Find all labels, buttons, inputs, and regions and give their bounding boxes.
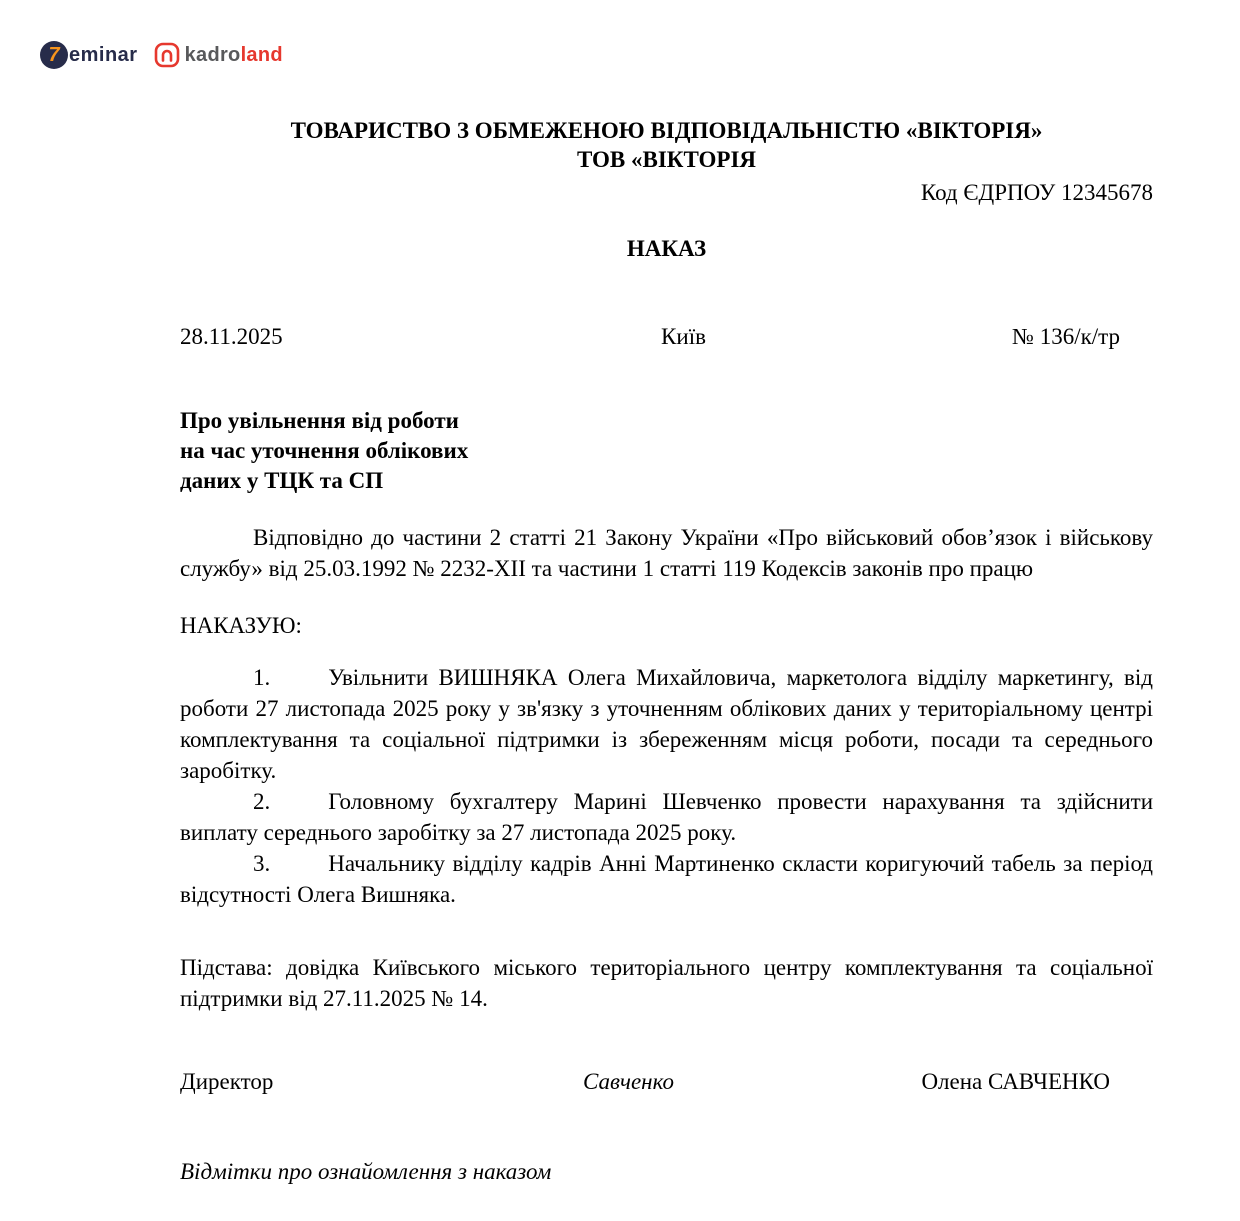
order-item-2	[180, 786, 1153, 848]
company-name-short: ТОВ «ВІКТОРІЯ	[576, 147, 757, 172]
subject-line-3: даних у ТЦК та СП	[180, 468, 384, 493]
seminar-logo-digit: 7	[48, 44, 60, 66]
signature-facsimile: Савченко	[583, 1069, 674, 1094]
order-word: НАКАЗУЮ:	[180, 613, 302, 638]
subject-line-1: Про увільнення від роботи	[180, 408, 459, 433]
order-item-3-text: Начальнику відділу кадрів Анні Мартиненко скласти коригуючий табель за період відсутності Олега Вишняка.	[180, 851, 1153, 907]
subject-line-2: на час уточнення облікових	[180, 438, 469, 463]
order-item-3	[180, 848, 1153, 910]
document-title: НАКАЗ	[626, 236, 707, 261]
document-city: Київ	[661, 324, 706, 349]
seminar-logo-text: eminar	[69, 43, 138, 66]
kadroland-logo-text-land: land	[240, 43, 283, 66]
document-body	[180, 0, 1153, 1187]
document-number: № 136/к/тр	[1012, 324, 1120, 349]
order-item-2-text: Головному бухгалтеру Марині Шевченко провести нарахування та здійснити виплату середнього заробітку за 27 листопада 2025 року.	[180, 789, 1153, 845]
signature-row	[180, 1066, 1153, 1097]
preamble-paragraph: Відповідно до частини 2 статті 21 Закону України «Про військовий обов’язок і військову службу» від 25.03.1992 № 2232-XII та частини 1 статті 119 Кодексів законів про працю	[180, 525, 1153, 581]
order-item-1	[180, 662, 1153, 786]
seminar-logo	[40, 41, 138, 69]
order-item-1-text: Увільнити ВИШНЯКА Олега Михайловича, маркетолога відділу маркетингу, від роботи 27 листопада 2025 року у зв'язку з уточненням облікових даних у територіальному центрі комплектування та соціальної підтримки із збереженням місця роботи, посади та середнього заробітку.	[180, 665, 1153, 783]
edrpou-code: Код ЄДРПОУ 12345678	[920, 180, 1153, 205]
order-item-1-number: 1.	[253, 665, 271, 690]
kadroland-logo-icon	[154, 42, 180, 68]
signer-position: Директор	[180, 1069, 274, 1094]
order-item-2-number: 2.	[253, 789, 271, 814]
seminar-logo-icon	[40, 41, 68, 69]
order-items	[180, 662, 1153, 910]
order-item-3-number: 3.	[253, 851, 271, 876]
company-name-full: ТОВАРИСТВО З ОБМЕЖЕНОЮ ВІДПОВІДАЛЬНІСТЮ «ВІКТОРІЯ»	[290, 118, 1043, 143]
document-date: 28.11.2025	[180, 324, 283, 349]
signer-full-name: Олена САВЧЕНКО	[921, 1069, 1110, 1094]
kadroland-logo-text-kadro: kadro	[184, 43, 241, 66]
company-name-block	[180, 116, 1153, 174]
date-row	[180, 322, 1153, 351]
basis-paragraph: Підстава: довідка Київського міського територіального центру комплектування та соціальної підтримки від 27.11.2025 № 14.	[180, 955, 1153, 1011]
acknowledgement-note: Відмітки про ознайомлення з наказом	[180, 1159, 552, 1184]
subject-block	[180, 406, 1153, 496]
